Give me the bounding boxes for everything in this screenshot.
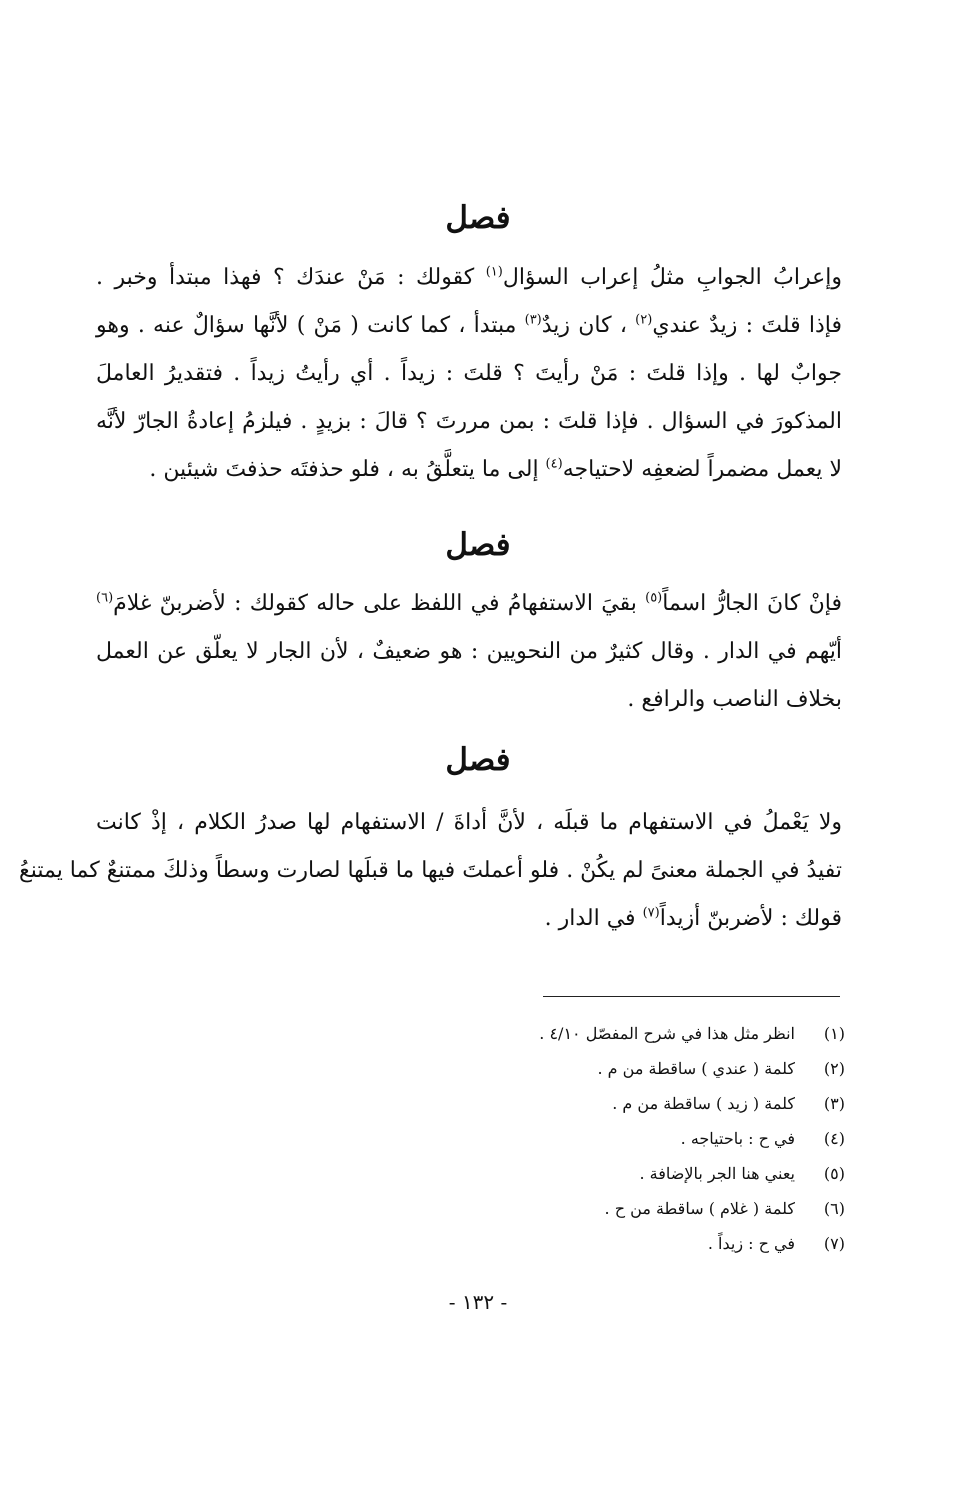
footnote-text: كلمة ( عندي ) ساقطة من م . bbox=[597, 1059, 795, 1078]
section-heading-2: فصل bbox=[445, 527, 511, 563]
footnote-reference: (٧) bbox=[642, 905, 660, 921]
footnote-reference: (٥) bbox=[645, 590, 663, 606]
section-body-3 bbox=[18, 799, 842, 943]
text-line: فإنْ كانَ الجارُّ اسماً$^{(٥)}$ بقيَ الاستفهامُ في اللفظ على حاله كقولك : لأضربنّ غلامَ$^{(٦)}$ bbox=[96, 590, 842, 616]
section-heading-3: فصل bbox=[445, 742, 511, 778]
footnote-text: في ح : باحتياجه . bbox=[680, 1129, 795, 1148]
footnote-reference: (٤) bbox=[545, 456, 563, 472]
footnotes bbox=[400, 1016, 845, 1261]
text-line: بخلاف الناصب والرافع . bbox=[627, 687, 842, 712]
footnote-reference: (١) bbox=[485, 264, 503, 280]
footnote-reference: (٢) bbox=[635, 312, 653, 328]
footnote-text: كلمة ( غلام ) ساقطة من ح . bbox=[604, 1199, 795, 1218]
footnote bbox=[400, 1156, 845, 1191]
footnote-text: انظر مثل هذا في شرح المفصّل ٤/١٠ . bbox=[539, 1024, 795, 1043]
footnote-text: يعني هنا الجر بالإضافة . bbox=[639, 1164, 795, 1183]
text-line: المذكورَ في السؤال . فإذا قلتَ : بمن مررتَ ؟ قالَ : بزيدٍ . فيلزمُ إعادةُ الجارّ لأنَّه bbox=[96, 409, 842, 434]
footnote-number: (٥) bbox=[823, 1164, 845, 1183]
text-line: لا يعمل مضمراً لضعفِه لاحتياجه$^{(٤)}$ إلى ما يتعلَّقُ به ، فلو حذفتَه حذفتَ شيئين . bbox=[149, 456, 842, 482]
footnote-number: (١) bbox=[823, 1024, 845, 1043]
footnote-number: (٢) bbox=[823, 1059, 845, 1078]
footnote bbox=[400, 1191, 845, 1226]
footnote-text: في ح : زيداً . bbox=[707, 1234, 795, 1253]
section-heading-1: فصل bbox=[445, 200, 511, 236]
footnote-reference: (٣) bbox=[524, 312, 542, 328]
footnote-separator bbox=[543, 996, 840, 997]
footnote-text: كلمة ( زيد ) ساقطة من م . bbox=[612, 1094, 795, 1113]
text-line: وإعرابُ الجوابِ مثلُ إعراب السؤال$^{(١)}$ كقولك : مَنْ عندَك ؟ فهذا مبتدأ وخبر . bbox=[96, 264, 842, 290]
footnote bbox=[400, 1121, 845, 1156]
footnote bbox=[400, 1051, 845, 1086]
footnote-number: (٣) bbox=[823, 1094, 845, 1113]
text-line: أيّهم في الدار . وقال كثيرٌ من النحويين : هو ضعيفٌ ، لأن الجار لا يعلّق عن العمل bbox=[96, 639, 842, 664]
text-line: تفيدُ في الجملة معنىً لم يكُنْ . فلو أعملتَ فيها ما قبلَها لصارت وسطاً وذلكَ ممتنعٌ كما يمتنعُ bbox=[18, 858, 842, 883]
footnote-number: (٤) bbox=[823, 1129, 845, 1148]
footnote-reference: (٦) bbox=[96, 590, 114, 606]
text-line: جوابٌ لها . وإذا قلتَ : مَنْ رأيتَ ؟ قلتَ : زيداً . أي رأيتُ زيداً . فتقديرُ العاملَ bbox=[96, 361, 842, 386]
text-line: قولك : لأضربنّ أزيداً$^{(٧)}$ في الدار . bbox=[544, 905, 842, 931]
text-line: ولا يَعْملُ في الاستفهام ما قبلَه ، لأنَّ أداةَ / الاستفهام لها صدرُ الكلام ، إذْ كانت bbox=[96, 810, 842, 835]
footnote-number: (٦) bbox=[823, 1199, 845, 1218]
section-body-1 bbox=[96, 254, 842, 494]
section-body-2 bbox=[96, 580, 842, 724]
text-line: فإذا قلتَ : زيدٌ عندي$^{(٢)}$ ، كان زيدٌ$^{(٣)}$ مبتدأ ، كما كانت ( مَنْ ) لأنَّها سؤالٌ عنه . وهو bbox=[96, 312, 842, 338]
page-number: - ١٣٢ - bbox=[448, 1290, 508, 1314]
footnote bbox=[400, 1016, 845, 1051]
footnote-number: (٧) bbox=[823, 1234, 845, 1253]
footnote bbox=[400, 1086, 845, 1121]
footnote bbox=[400, 1226, 845, 1261]
